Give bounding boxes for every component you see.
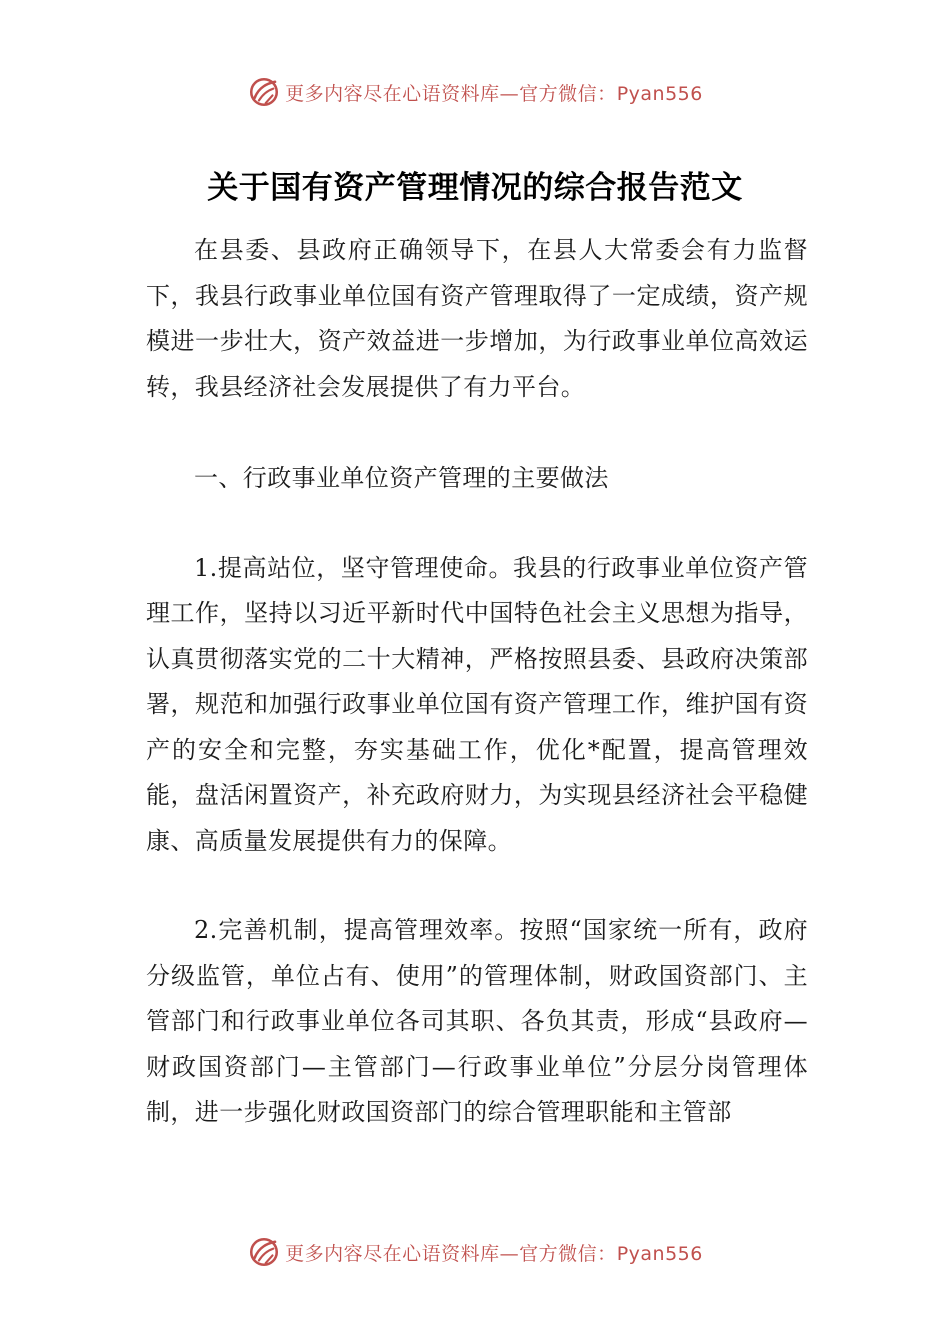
paragraph-intro: 在县委、县政府正确领导下，在县人大常委会有力监督下，我县行政事业单位国有资产管理取得了一定成绩，资产规模进一步壮大，资产效益进一步增加，为行政事业单位高效运转，我县经济社会发展提供了有力平台。 <box>146 236 808 401</box>
paragraph-item-1: 1.提高站位，坚守管理使命。我县的行政事业单位资产管理工作，坚持以习近平新时代中国特色社会主义思想为指导，认真贯彻落实党的二十大精神，严格按照县委、县政府决策部署，规范和加强行政事业单位国有资产管理工作，维护国有资产的安全和完整，夯实基础工作，优化*配置，提高管理效能，盘活闲置资产，补充政府财力，为实现县经济社会平稳健康、高质量发展提供有力的保障。 <box>146 553 808 855</box>
banner-official-label: 官方微信： <box>519 1242 617 1265</box>
swirl-logo-icon <box>247 1235 281 1269</box>
banner-main-text: 更多内容尽在心语资料库 <box>285 82 500 105</box>
banner-wechat-id: Pyan556 <box>616 82 703 105</box>
banner-text <box>285 1239 703 1266</box>
banner-wechat-id: Pyan556 <box>616 1242 703 1265</box>
banner-main-text: 更多内容尽在心语资料库 <box>285 1242 500 1265</box>
paragraph-item-2: 2.完善机制，提高管理效率。按照“国家统一所有，政府分级监管，单位占有、使用”的管理体制，财政国资部门、主管部门和行政事业单位各司其职、各负其责，形成“县政府—财政国资部门—主管部门—行政事业单位”分层分岗管理体制，进一步强化财政国资部门的综合管理职能和主管部 <box>146 916 808 1126</box>
banner-text <box>285 79 703 106</box>
document-body <box>146 228 808 1136</box>
banner-official-label: 官方微信： <box>519 82 617 105</box>
document-title: 关于国有资产管理情况的综合报告范文 <box>207 170 743 206</box>
header-banner <box>0 72 950 112</box>
footer-banner <box>0 1232 950 1272</box>
banner-separator: — <box>499 1242 520 1265</box>
section-heading-1: 一、行政事业单位资产管理的主要做法 <box>194 464 609 492</box>
banner-separator: — <box>499 82 520 105</box>
swirl-logo-icon <box>247 75 281 109</box>
